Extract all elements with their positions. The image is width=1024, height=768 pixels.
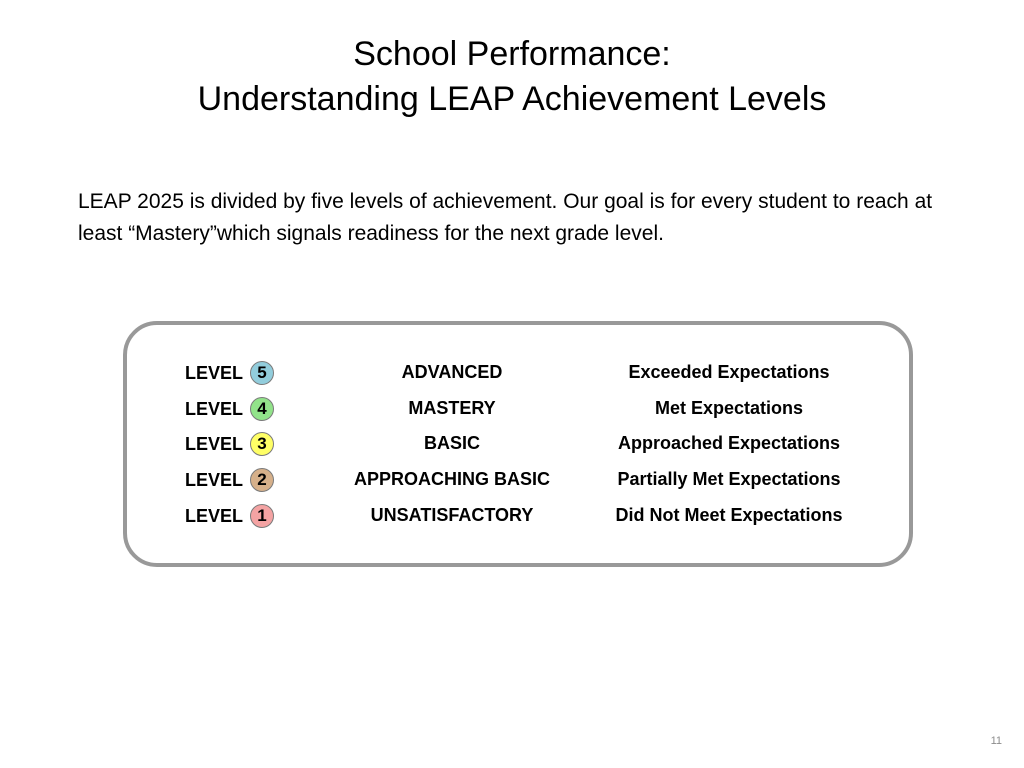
- level-name: BASIC: [423, 433, 480, 453]
- level-description: Approached Expectations: [617, 433, 841, 453]
- slide-title: [0, 32, 1024, 122]
- level-label: [185, 500, 274, 530]
- level-prefix: LEVEL: [185, 470, 244, 491]
- achievement-levels-box: [123, 321, 913, 567]
- level-number-badge: 5: [250, 361, 274, 385]
- level-number-badge: 3: [250, 432, 274, 456]
- level-number-badge: 2: [250, 468, 274, 492]
- level-row: [127, 357, 909, 387]
- slide-title-line-2: Understanding LEAP Achievement Levels: [197, 80, 827, 118]
- level-description: Exceeded Expectations: [628, 362, 830, 382]
- slide-title-line-1: School Performance:: [353, 35, 671, 73]
- level-prefix: LEVEL: [185, 399, 244, 420]
- level-label: [185, 428, 274, 458]
- level-prefix: LEVEL: [185, 506, 244, 527]
- level-number-badge: 1: [250, 504, 274, 528]
- level-row: [127, 500, 909, 530]
- level-name: MASTERY: [408, 398, 496, 418]
- level-number-badge: 4: [250, 397, 274, 421]
- level-description: Partially Met Expectations: [617, 469, 841, 489]
- page-number: 11: [990, 735, 1002, 747]
- level-description: Did Not Meet Expectations: [615, 505, 843, 525]
- level-name: ADVANCED: [401, 362, 503, 382]
- intro-paragraph: LEAP 2025 is divided by five levels of achievement. Our goal is for every student to reach at least “Mastery”which signals readiness for the next grade level.: [78, 190, 933, 245]
- level-prefix: LEVEL: [185, 363, 244, 384]
- level-row: [127, 464, 909, 494]
- level-label: [185, 393, 274, 423]
- level-label: [185, 464, 274, 494]
- level-prefix: LEVEL: [185, 434, 244, 455]
- level-row: [127, 393, 909, 423]
- level-name: APPROACHING BASIC: [353, 469, 550, 489]
- level-row: [127, 428, 909, 458]
- level-label: [185, 357, 274, 387]
- level-description: Met Expectations: [654, 398, 804, 418]
- level-name: UNSATISFACTORY: [370, 505, 534, 525]
